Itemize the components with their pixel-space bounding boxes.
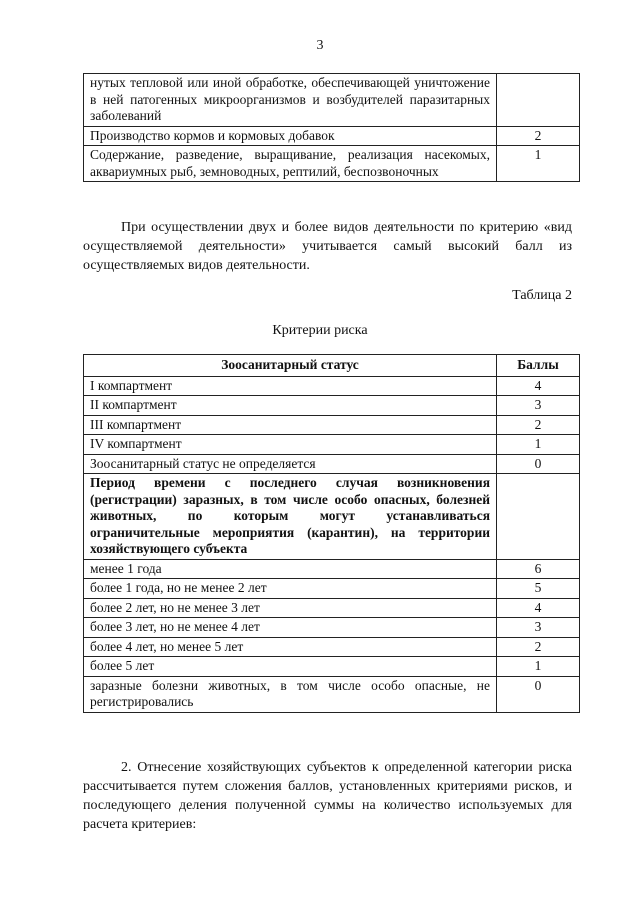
table-row [84, 637, 580, 657]
paragraph-risk-calculation [83, 758, 572, 834]
column-header-score: Баллы [497, 355, 580, 377]
table-row [84, 435, 580, 455]
table-row [84, 657, 580, 677]
score-cell: 2 [497, 637, 580, 657]
period-cell: более 4 лет, но менее 5 лет [84, 637, 497, 657]
table-row [84, 126, 580, 146]
table-row [84, 579, 580, 599]
score-cell: 1 [497, 435, 580, 455]
column-header-status: Зоосанитарный статус [84, 355, 497, 377]
period-cell: более 3 лет, но не менее 4 лет [84, 618, 497, 638]
activity-score [497, 74, 580, 127]
score-cell: 5 [497, 579, 580, 599]
score-cell: 2 [497, 415, 580, 435]
status-cell: Зоосанитарный статус не определяется [84, 454, 497, 474]
table-row [84, 559, 580, 579]
score-cell: 3 [497, 618, 580, 638]
score-cell [497, 474, 580, 560]
table-row [84, 415, 580, 435]
table-label: Таблица 2 [512, 288, 572, 303]
table-row [84, 376, 580, 396]
table-row [84, 618, 580, 638]
activity-description: Производство кормов и кормовых добавок [84, 126, 497, 146]
period-cell: заразные болезни животных, в том числе особо опасные, не регистрировались [84, 676, 497, 712]
table-row [84, 146, 580, 182]
risk-criteria-table [83, 354, 580, 713]
table-section-row [84, 474, 580, 560]
status-cell: I компартмент [84, 376, 497, 396]
page-number: 3 [316, 38, 324, 53]
score-cell: 6 [497, 559, 580, 579]
status-cell: III компартмент [84, 415, 497, 435]
table-row [84, 396, 580, 416]
paragraph-text: 2. Отнесение хозяйствующих субъектов к определенной категории риска рассчитывается путем сложения баллов, установленных критериями рисков, и последующего деления полученной суммы на количество используемых для расчета критериев: [83, 760, 572, 832]
table-row [84, 74, 580, 127]
table-row [84, 676, 580, 712]
paragraph-text: При осуществлении двух и более видов деятельности по критерию «вид осуществляемой деятельности» учитывается самый высокий балл из осуществляемых видов деятельности. [83, 220, 572, 273]
score-cell: 1 [497, 657, 580, 677]
period-cell: более 1 года, но не менее 2 лет [84, 579, 497, 599]
period-section-header: Период времени с последнего случая возникновения (регистрации) заразных, в том числе особо опасных, болезней животных, по которым могут устанавливаться ограничительные мероприятия (карантин), на территории хозяйствующего субъекта [84, 474, 497, 560]
score-cell: 4 [497, 598, 580, 618]
activity-table-continued [83, 73, 580, 182]
table-header-row [84, 355, 580, 377]
period-cell: более 2 лет, но не менее 3 лет [84, 598, 497, 618]
table-row [84, 454, 580, 474]
score-cell: 4 [497, 376, 580, 396]
score-cell: 3 [497, 396, 580, 416]
activity-description: нутых тепловой или иной обработке, обеспечивающей уничтожение в ней патогенных микроорганизмов и возбудителей паразитарных заболеваний [84, 74, 497, 127]
table-title: Критерии риска [272, 323, 368, 338]
activity-score: 2 [497, 126, 580, 146]
score-cell: 0 [497, 676, 580, 712]
activity-score: 1 [497, 146, 580, 182]
period-cell: менее 1 года [84, 559, 497, 579]
status-cell: IV компартмент [84, 435, 497, 455]
activity-description: Содержание, разведение, выращивание, реализация насекомых, аквариумных рыб, земноводных, рептилий, беспозвоночных [84, 146, 497, 182]
paragraph-highest-score-rule [83, 218, 572, 275]
status-cell: II компартмент [84, 396, 497, 416]
score-cell: 0 [497, 454, 580, 474]
table-row [84, 598, 580, 618]
period-cell: более 5 лет [84, 657, 497, 677]
